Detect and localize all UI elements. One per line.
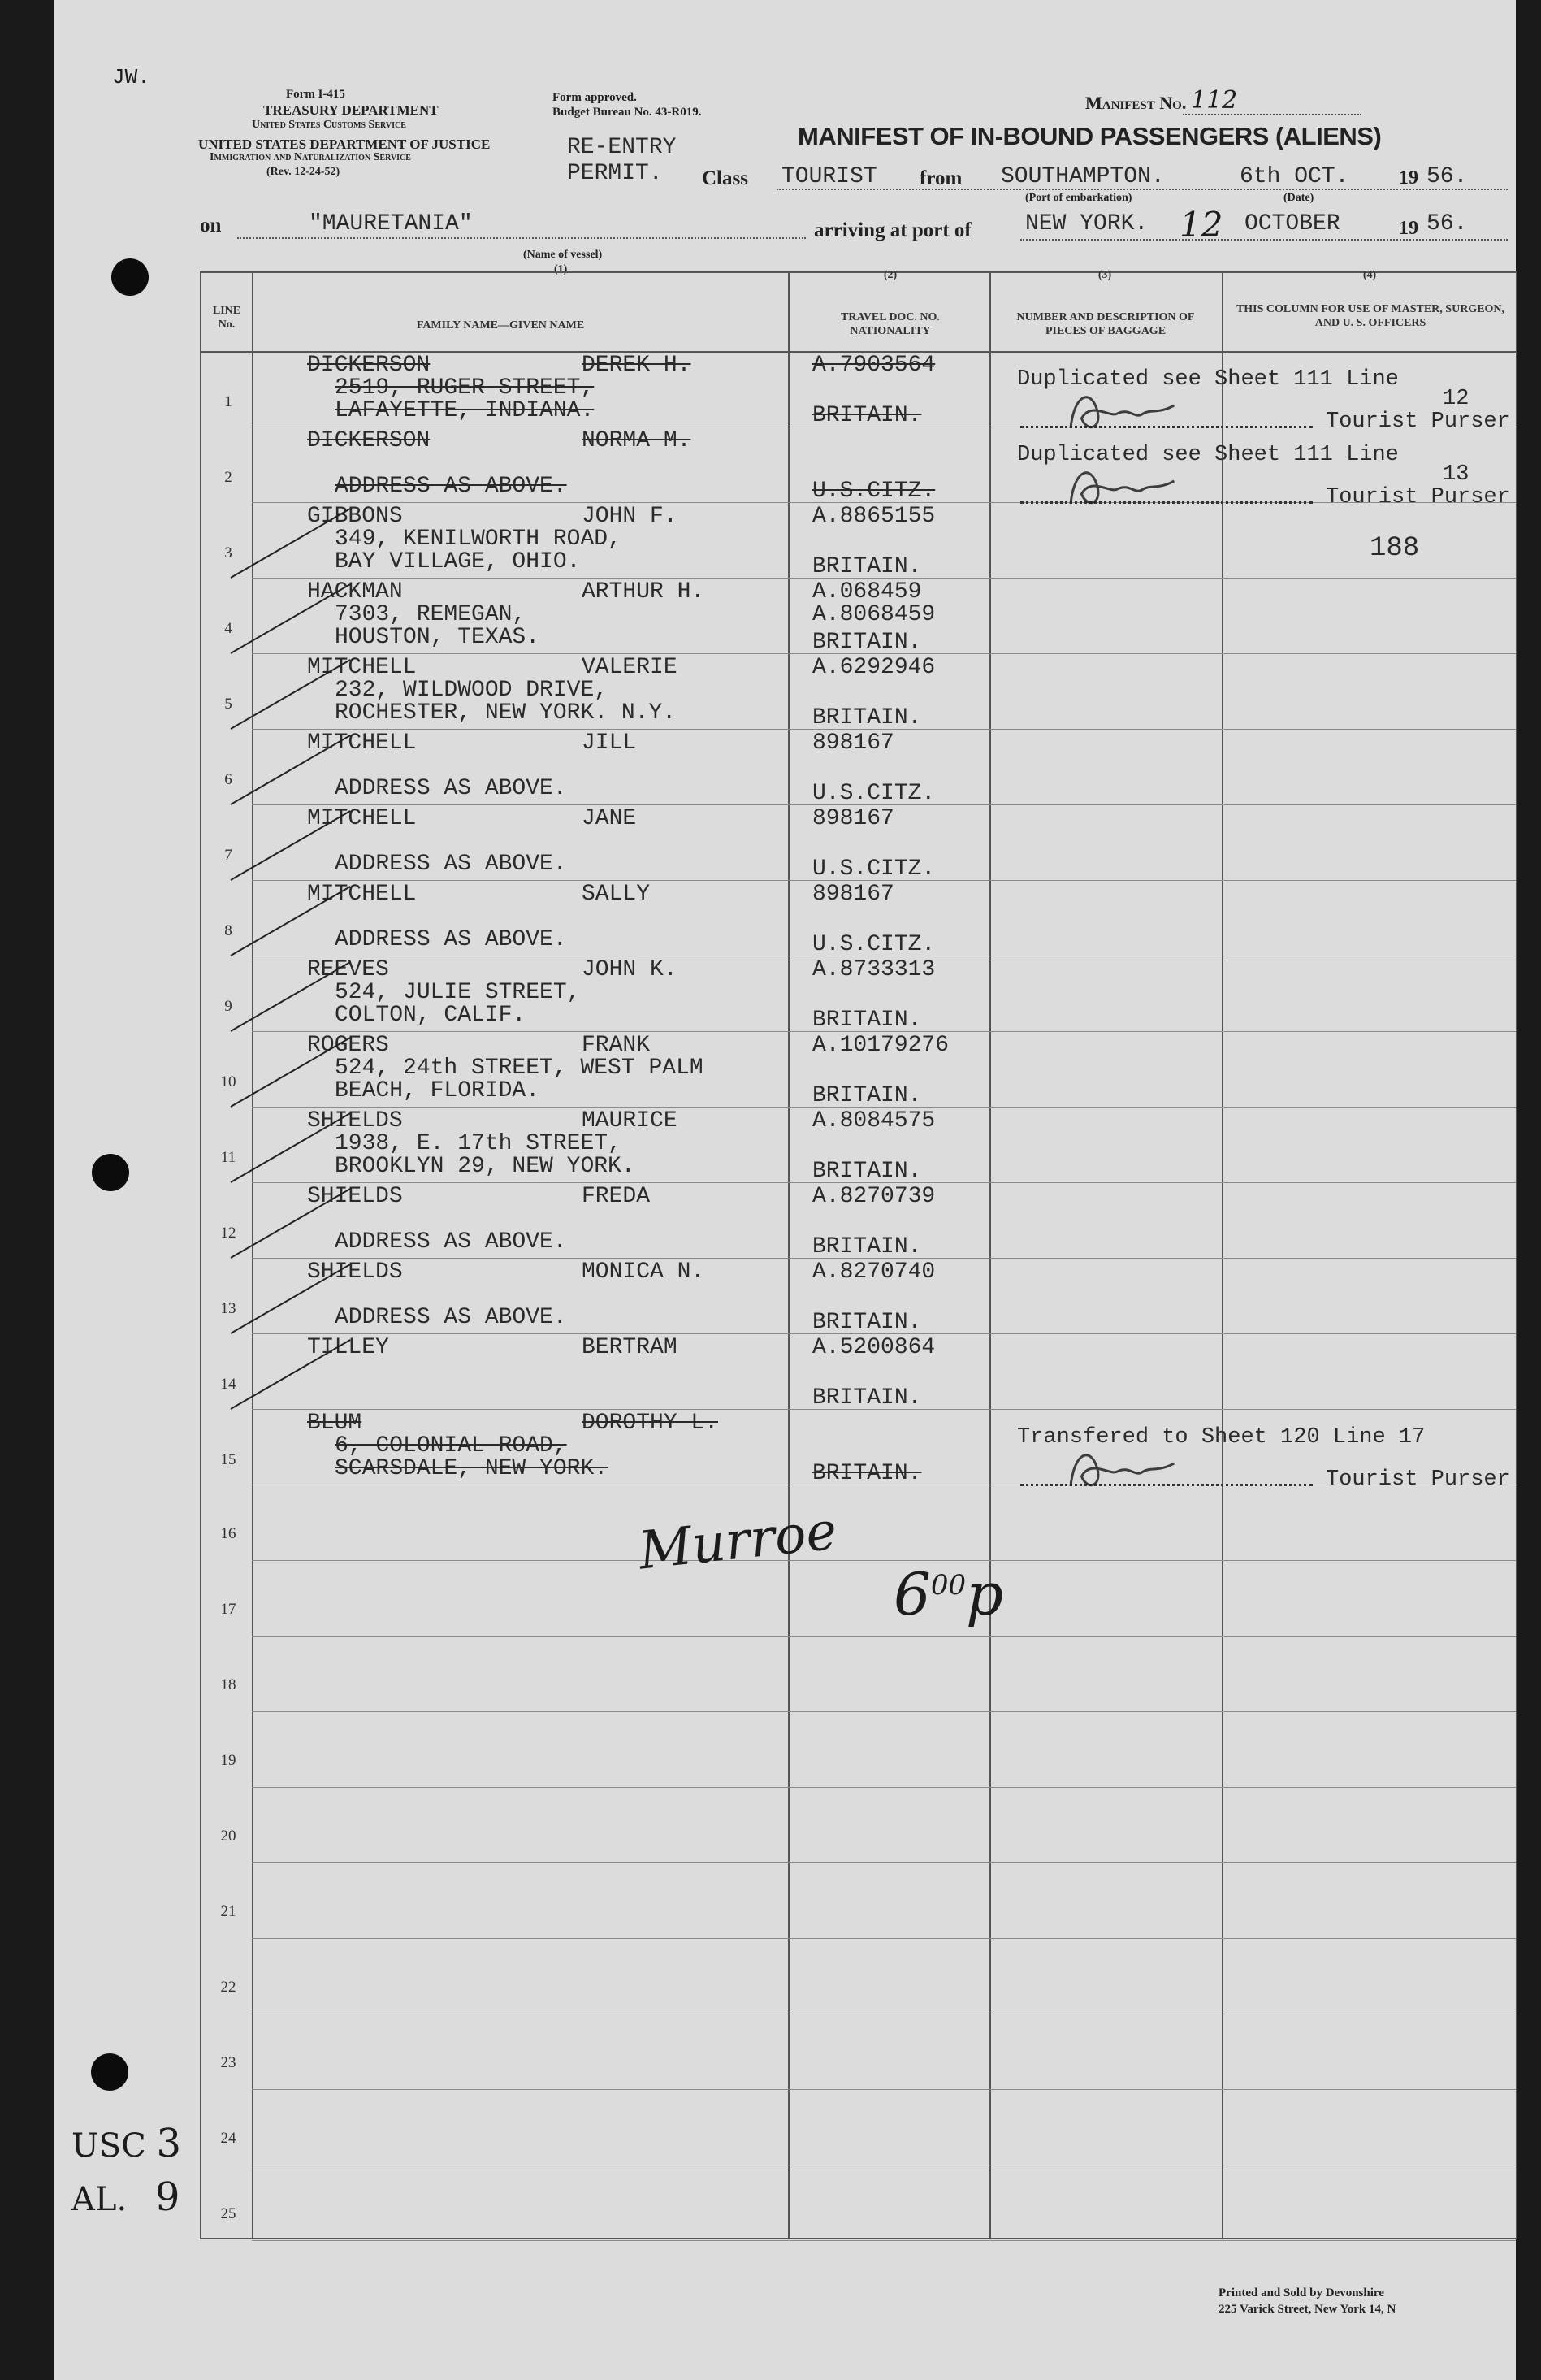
row-separator bbox=[252, 1636, 1516, 1637]
arrival-underline bbox=[1020, 239, 1508, 241]
embark-year: 56. bbox=[1426, 164, 1468, 189]
class-label: Class bbox=[702, 167, 748, 189]
baggage-note-line-ref: 13 bbox=[1443, 462, 1470, 487]
travel-doc-number: 898167 bbox=[812, 806, 894, 831]
travel-doc-number: A.8270740 bbox=[812, 1259, 936, 1285]
row-separator bbox=[252, 1938, 1516, 1939]
travel-doc-number: A.6292946 bbox=[812, 655, 936, 680]
line-number: 17 bbox=[220, 1601, 236, 1618]
passenger-address-line-2: BAY VILLAGE, OHIO. bbox=[335, 549, 581, 574]
nationality: BRITAIN. bbox=[812, 1461, 922, 1486]
vessel-caption: (Name of vessel) bbox=[523, 249, 603, 261]
passenger-address-line-1: 524, JULIE STREET, bbox=[335, 980, 581, 1005]
nationality: U.S.CITZ. bbox=[812, 856, 936, 882]
col-header-travel: TRAVEL DOC. NO. NATIONALITY bbox=[841, 311, 940, 337]
passenger-family-name: BLUM bbox=[307, 1411, 362, 1436]
line-number: 22 bbox=[220, 1979, 236, 1996]
passenger-given-name: ARTHUR H. bbox=[582, 579, 705, 605]
line-number: 13 bbox=[220, 1300, 236, 1317]
margin-note-al: AL. 9 bbox=[71, 2174, 180, 2220]
class-value: TOURIST bbox=[781, 164, 877, 189]
manifest-no-value: 112 bbox=[1191, 86, 1238, 115]
line-number: 12 bbox=[220, 1225, 236, 1242]
budget-bureau: Budget Bureau No. 43-R019. bbox=[552, 106, 702, 119]
embark-date: 6th OCT. bbox=[1240, 164, 1349, 189]
passenger-address-line-1: 7303, REMEGAN, bbox=[335, 602, 526, 627]
manifest-page bbox=[54, 0, 1516, 2380]
travel-doc-number: A.7903564 bbox=[812, 353, 936, 378]
line-number: 5 bbox=[224, 696, 232, 713]
passenger-family-name: REEVES bbox=[307, 957, 389, 982]
passenger-given-name: JOHN F. bbox=[582, 504, 677, 529]
handwritten-name-note: Murroe bbox=[635, 1501, 840, 1582]
row-separator bbox=[252, 1711, 1516, 1712]
embark-port: SOUTHAMPTON. bbox=[1001, 164, 1165, 189]
passenger-given-name: NORMA M. bbox=[582, 428, 691, 453]
travel-doc-number: A.8733313 bbox=[812, 957, 936, 982]
travel-doc-number: A.5200864 bbox=[812, 1335, 936, 1360]
line-number: 11 bbox=[220, 1149, 236, 1166]
arrival-day: 12 bbox=[1180, 205, 1223, 245]
manifest-no-label: Manifest No. bbox=[1085, 93, 1187, 113]
travel-doc-number: 898167 bbox=[812, 730, 894, 756]
col-header-baggage: NUMBER AND DESCRIPTION OF PIECES OF BAGGAGE bbox=[1016, 311, 1195, 337]
passenger-address-line-2: COLTON, CALIF. bbox=[335, 1003, 526, 1028]
line-no-column-divider bbox=[252, 271, 253, 2239]
line-number: 1 bbox=[224, 393, 232, 410]
dept-justice: UNITED STATES DEPARTMENT OF JUSTICE bbox=[198, 137, 491, 152]
dept-ins: Immigration and Naturalization Service bbox=[210, 151, 411, 163]
arriving-label: arriving at port of bbox=[814, 219, 972, 241]
arrival-year: 56. bbox=[1426, 211, 1468, 236]
line-number: 3 bbox=[224, 544, 232, 561]
passenger-family-name: GIBBONS bbox=[307, 504, 403, 529]
passenger-family-name: DICKERSON bbox=[307, 428, 431, 453]
officer-count: 188 bbox=[1370, 533, 1420, 564]
printer-line-2: 225 Varick Street, New York 14, N bbox=[1219, 2303, 1396, 2316]
passenger-given-name: SALLY bbox=[582, 882, 651, 907]
vessel-caption-num: (1) bbox=[554, 263, 568, 275]
date-caption: (Date) bbox=[1283, 192, 1314, 204]
line-number: 9 bbox=[224, 998, 232, 1015]
nationality: BRITAIN. bbox=[812, 1310, 922, 1335]
class-line-underline bbox=[777, 189, 1508, 190]
punch-hole-top bbox=[111, 258, 149, 296]
line-number: 14 bbox=[220, 1376, 236, 1393]
travel-doc-number: A.8865155 bbox=[812, 504, 936, 529]
vessel-underline bbox=[237, 237, 806, 239]
printer-line-1: Printed and Sold by Devonshire bbox=[1219, 2287, 1384, 2300]
reentry-line-2: PERMIT. bbox=[567, 161, 663, 186]
passenger-given-name: FRANK bbox=[582, 1033, 651, 1058]
passenger-given-name: DEREK H. bbox=[582, 353, 691, 378]
line-number: 21 bbox=[220, 1903, 236, 1920]
travel-doc-number: A.10179276 bbox=[812, 1033, 950, 1058]
line-number: 16 bbox=[220, 1525, 236, 1542]
passenger-family-name: HACKMAN bbox=[307, 579, 403, 605]
arrival-port: NEW YORK. bbox=[1025, 211, 1149, 236]
nationality: U.S.CITZ. bbox=[812, 781, 936, 806]
arrival-month: OCTOBER bbox=[1244, 211, 1340, 236]
nationality: U.S.CITZ. bbox=[812, 932, 936, 957]
passenger-address-line-2: BEACH, FLORIDA. bbox=[335, 1078, 540, 1103]
travel-doc-number: 898167 bbox=[812, 882, 894, 907]
from-label: from bbox=[920, 167, 963, 189]
passenger-address-line-2: ADDRESS AS ABOVE. bbox=[335, 1305, 567, 1330]
passenger-given-name: FREDA bbox=[582, 1184, 651, 1209]
travel-column-divider bbox=[989, 271, 991, 2239]
passenger-family-name: MITCHELL bbox=[307, 806, 417, 831]
nationality: BRITAIN. bbox=[812, 1385, 922, 1411]
baggage-note: Duplicated see Sheet 111 Line bbox=[1017, 443, 1399, 467]
nationality: BRITAIN. bbox=[812, 705, 922, 730]
row-separator bbox=[252, 1560, 1516, 1561]
passenger-given-name: JILL bbox=[582, 730, 637, 756]
col-header-line-no: LINE No. bbox=[212, 305, 241, 331]
purser-note: Tourist Purser bbox=[1326, 410, 1510, 434]
nationality: U.S.CITZ. bbox=[812, 479, 936, 504]
passenger-address-line-2: ADDRESS AS ABOVE. bbox=[335, 852, 567, 877]
passenger-family-name: SHIELDS bbox=[307, 1108, 403, 1134]
passenger-address-line-2: ROCHESTER, NEW YORK. N.Y. bbox=[335, 700, 677, 726]
line-number: 6 bbox=[224, 771, 232, 788]
nationality: BRITAIN. bbox=[812, 554, 922, 579]
line-number: 23 bbox=[220, 2054, 236, 2071]
col-header-baggage-num: (3) bbox=[1097, 269, 1112, 281]
passenger-address-line-1: 524, 24th STREET, WEST PALM bbox=[335, 1056, 703, 1081]
line-number: 25 bbox=[220, 2205, 236, 2222]
travel-doc-number: A.068459 bbox=[812, 579, 922, 605]
form-number: Form I-415 bbox=[286, 88, 345, 101]
arrival-year-prefix: 19 bbox=[1399, 218, 1418, 239]
baggage-note: Duplicated see Sheet 111 Line bbox=[1017, 367, 1399, 392]
passenger-given-name: BERTRAM bbox=[582, 1335, 677, 1360]
line-number: 18 bbox=[220, 1676, 236, 1693]
travel-doc-number-2: A.8068459 bbox=[812, 602, 936, 627]
baggage-note: Transfered to Sheet 120 Line 17 bbox=[1017, 1425, 1426, 1450]
row-separator bbox=[252, 2240, 1516, 2241]
row-separator bbox=[252, 1862, 1516, 1863]
embark-caption: (Port of embarkation) bbox=[1025, 192, 1132, 204]
passenger-family-name: MITCHELL bbox=[307, 655, 417, 680]
dept-customs: United States Customs Service bbox=[252, 119, 406, 131]
passenger-address-line-2: LAFAYETTE, INDIANA. bbox=[335, 398, 595, 423]
nationality: BRITAIN. bbox=[812, 1159, 922, 1184]
passenger-address-line-1: 2519, RUGER STREET, bbox=[335, 375, 595, 401]
manifest-title: MANIFEST OF IN-BOUND PASSENGERS (ALIENS) bbox=[798, 122, 1382, 150]
reentry-line-1: RE-ENTRY bbox=[567, 135, 677, 160]
row-separator bbox=[252, 1787, 1516, 1788]
passenger-given-name: JOHN K. bbox=[582, 957, 677, 982]
baggage-column-divider bbox=[1222, 271, 1223, 2239]
passenger-family-name: SHIELDS bbox=[307, 1259, 403, 1285]
col-header-officers-num: (4) bbox=[1362, 269, 1377, 281]
nationality: BRITAIN. bbox=[812, 403, 922, 428]
purser-note: Tourist Purser bbox=[1326, 485, 1510, 509]
passenger-address-line-2: SCARSDALE, NEW YORK. bbox=[335, 1456, 608, 1481]
passenger-given-name: JANE bbox=[582, 806, 637, 831]
line-number: 24 bbox=[220, 2130, 236, 2147]
punch-hole-middle bbox=[92, 1154, 129, 1191]
passenger-address-line-2: BROOKLYN 29, NEW YORK. bbox=[335, 1154, 635, 1179]
passenger-address-line-1: 349, KENILWORTH ROAD, bbox=[335, 527, 621, 552]
passenger-given-name: MONICA N. bbox=[582, 1259, 705, 1285]
passenger-family-name: MITCHELL bbox=[307, 730, 417, 756]
line-number: 8 bbox=[224, 922, 232, 939]
travel-doc-number: A.8270739 bbox=[812, 1184, 936, 1209]
line-number: 19 bbox=[220, 1752, 236, 1769]
passenger-address-line-2: ADDRESS AS ABOVE. bbox=[335, 776, 567, 801]
passenger-address-line-1: 6, COLONIAL ROAD, bbox=[335, 1433, 567, 1459]
nationality: BRITAIN. bbox=[812, 1008, 922, 1033]
embark-year-prefix: 19 bbox=[1399, 167, 1418, 189]
line-number: 2 bbox=[224, 469, 232, 486]
passenger-address-line-2: ADDRESS AS ABOVE. bbox=[335, 474, 567, 499]
nationality: BRITAIN. bbox=[812, 1083, 922, 1108]
passenger-family-name: MITCHELL bbox=[307, 882, 417, 907]
margin-note-usc: USC 3 bbox=[71, 2121, 181, 2166]
passenger-given-name: DOROTHY L. bbox=[582, 1411, 719, 1436]
passenger-given-name: MAURICE bbox=[582, 1108, 677, 1134]
corner-initials: JW. bbox=[112, 65, 150, 89]
line-number: 7 bbox=[224, 847, 232, 864]
dept-treasury: TREASURY DEPARTMENT bbox=[263, 102, 439, 118]
name-column-divider bbox=[788, 271, 790, 2239]
nationality: BRITAIN. bbox=[812, 630, 922, 655]
line-number: 20 bbox=[220, 1827, 236, 1845]
col-header-officers: THIS COLUMN FOR USE OF MASTER, SURGEON, AND U. S. OFFICERS bbox=[1236, 303, 1505, 329]
purser-note: Tourist Purser bbox=[1326, 1467, 1510, 1492]
line-number: 15 bbox=[220, 1451, 236, 1468]
baggage-note-line-ref: 12 bbox=[1443, 387, 1470, 411]
passenger-address-line-1: 1938, E. 17th STREET, bbox=[335, 1131, 621, 1156]
line-number: 10 bbox=[220, 1073, 236, 1090]
col-header-name: FAMILY NAME—GIVEN NAME bbox=[416, 319, 585, 332]
passenger-address-line-2: HOUSTON, TEXAS. bbox=[335, 625, 540, 650]
col-header-travel-num: (2) bbox=[883, 269, 898, 281]
handwritten-time: $6^{00}p$ bbox=[894, 1560, 1004, 1628]
passenger-family-name: ROGERS bbox=[307, 1033, 389, 1058]
travel-doc-number: A.8084575 bbox=[812, 1108, 936, 1134]
form-revision: (Rev. 12-24-52) bbox=[266, 166, 340, 178]
punch-hole-bottom bbox=[91, 2053, 128, 2091]
passenger-family-name: TILLEY bbox=[307, 1335, 389, 1360]
passenger-address-line-2: ADDRESS AS ABOVE. bbox=[335, 927, 567, 952]
line-number: 4 bbox=[224, 620, 232, 637]
passenger-address-line-1: 232, WILDWOOD DRIVE, bbox=[335, 678, 608, 703]
passenger-family-name: DICKERSON bbox=[307, 353, 431, 378]
passenger-given-name: VALERIE bbox=[582, 655, 677, 680]
manifest-no-underline bbox=[1183, 114, 1361, 115]
on-label: on bbox=[200, 215, 222, 236]
vessel-name: "MAURETANIA" bbox=[309, 211, 473, 236]
form-approved: Form approved. bbox=[552, 91, 637, 104]
nationality: BRITAIN. bbox=[812, 1234, 922, 1259]
passenger-address-line-2: ADDRESS AS ABOVE. bbox=[335, 1229, 567, 1255]
row-separator bbox=[252, 2089, 1516, 2090]
passenger-family-name: SHIELDS bbox=[307, 1184, 403, 1209]
